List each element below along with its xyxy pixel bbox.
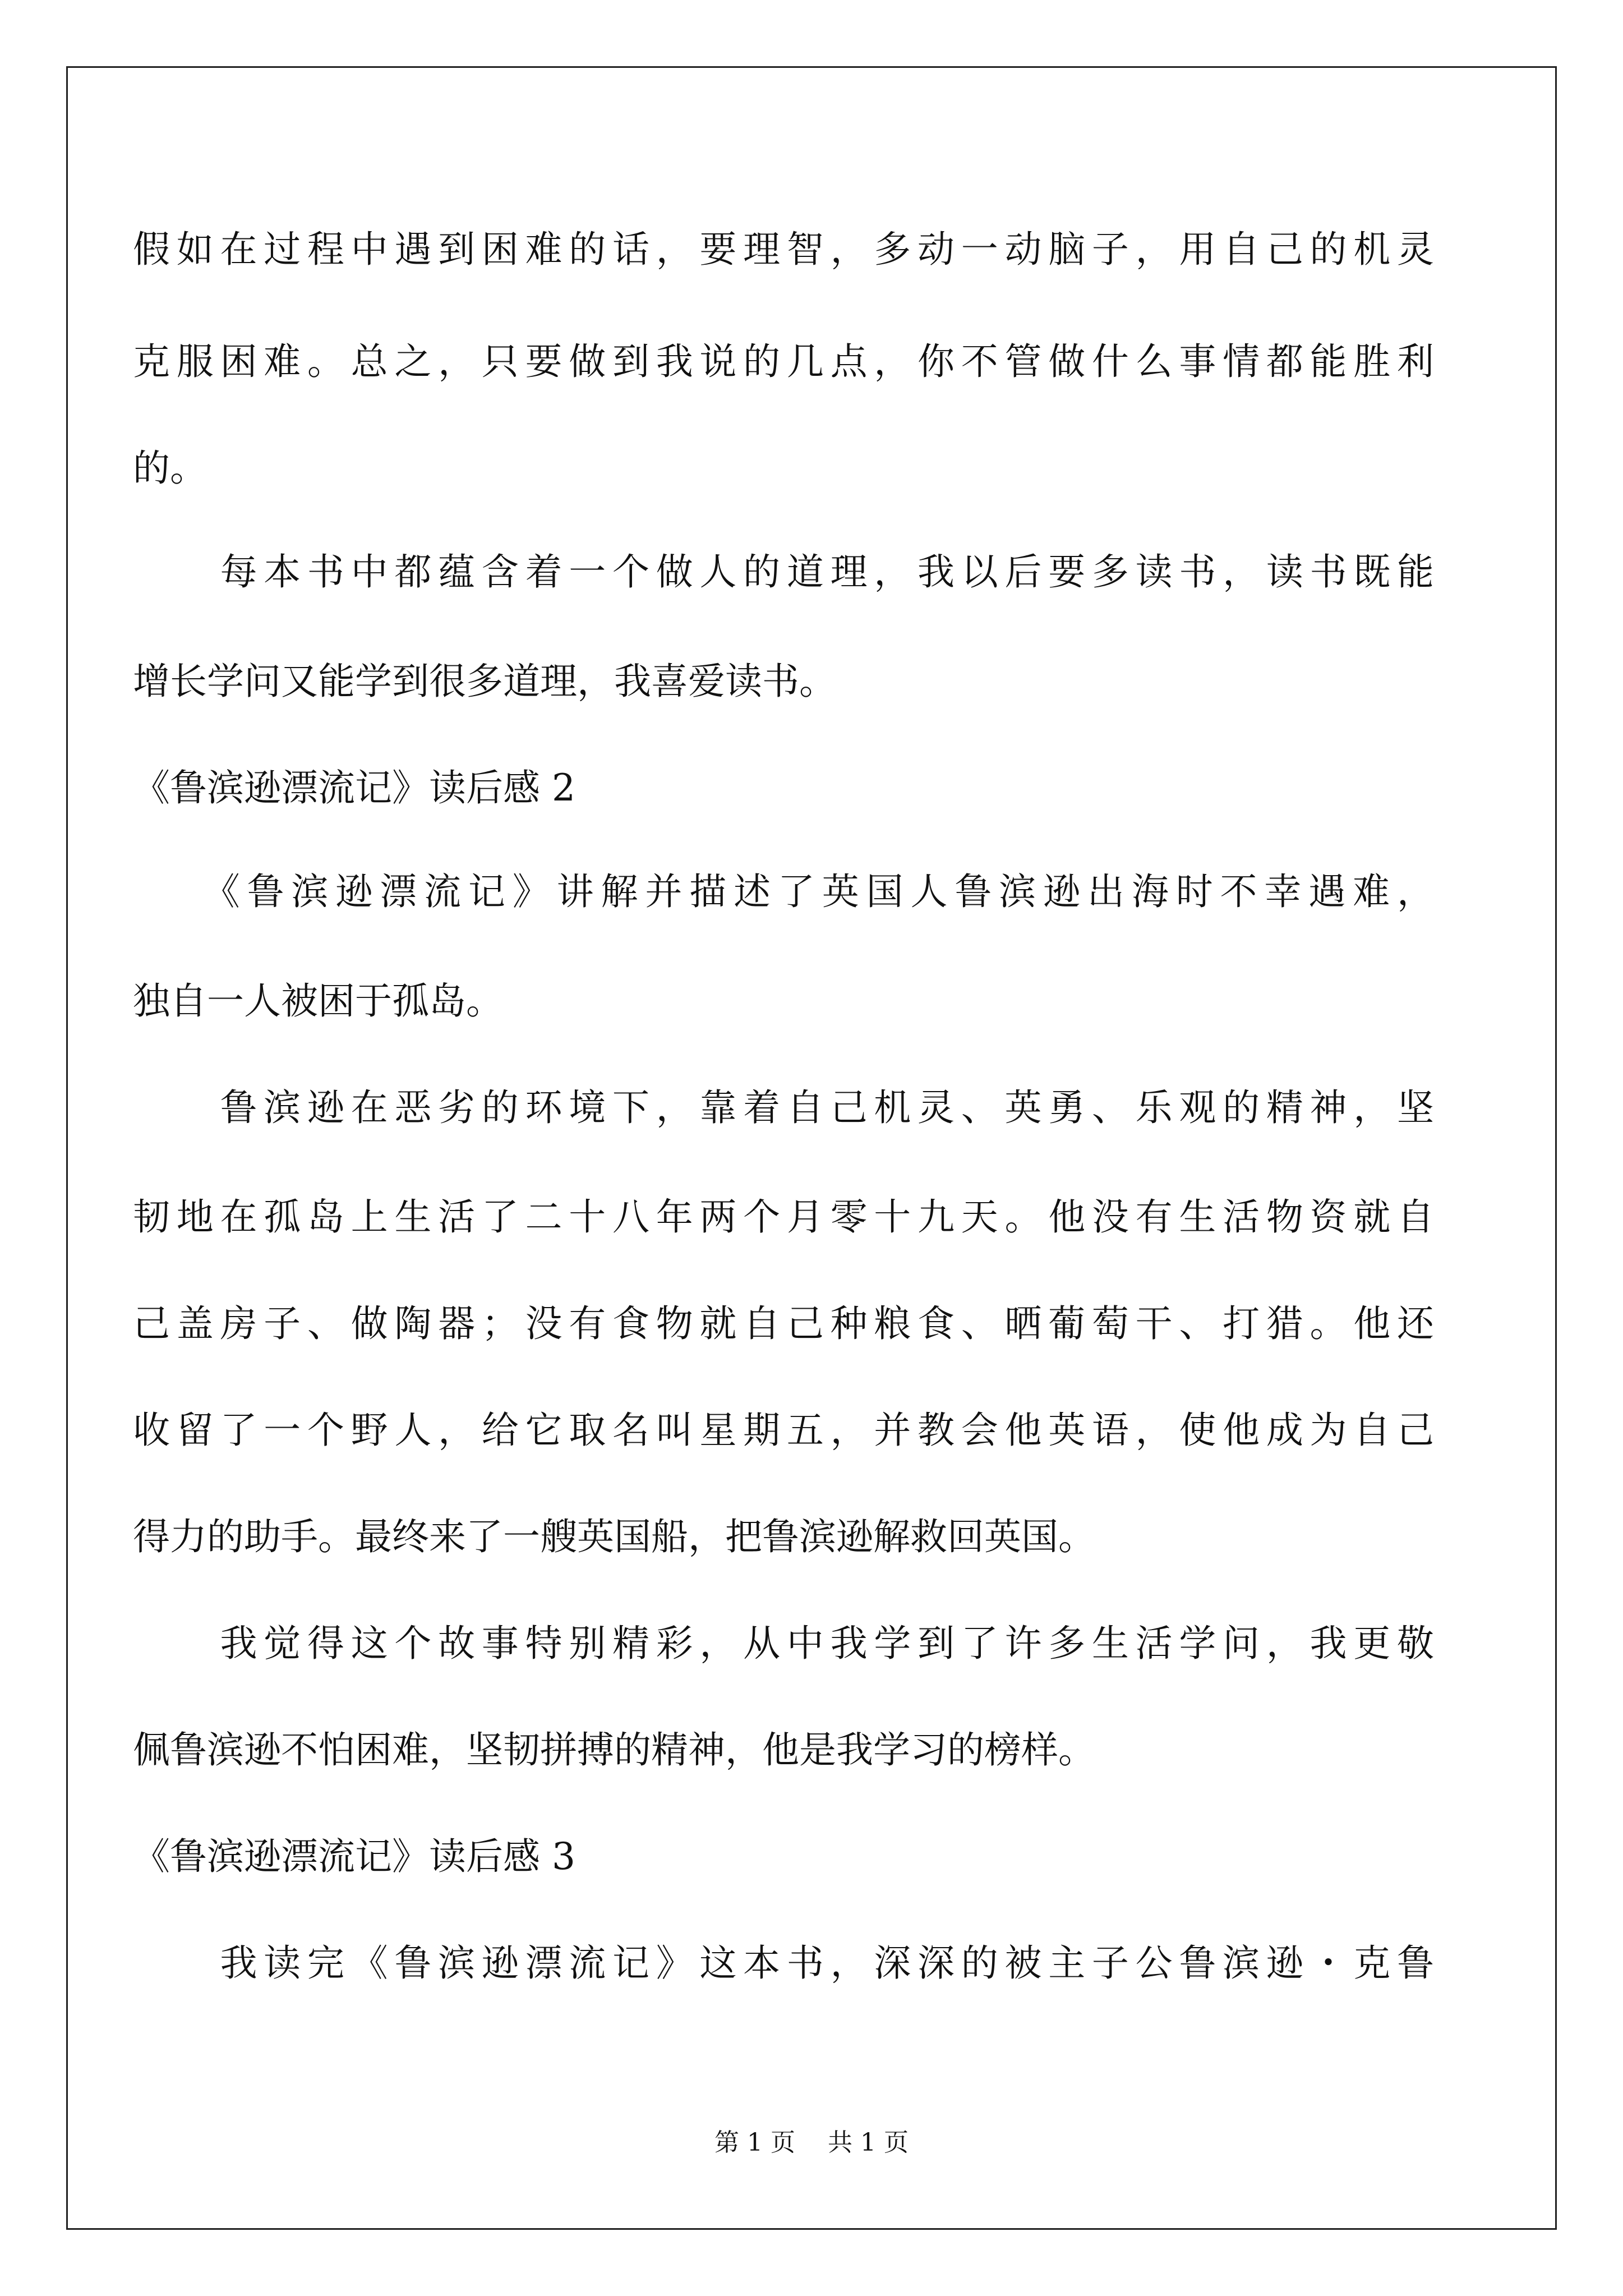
text-line: 我读完《鲁滨逊漂流记》这本书，深深的被主子公鲁滨逊・克鲁: [133, 1941, 1434, 1985]
page-border: [66, 66, 1557, 2230]
section-heading: 《鲁滨逊漂流记》读后感 3: [133, 1835, 575, 1878]
text-line: 的。: [133, 447, 207, 490]
text-line: 韧地在孤岛上生活了二十八年两个月零十九天。他没有生活物资就自: [133, 1195, 1434, 1239]
text-line: 《鲁滨逊漂流记》讲解并描述了英国人鲁滨逊出海时不幸遇难，: [133, 870, 1434, 913]
text-line: 佩鲁滨逊不怕困难，坚韧拼搏的精神，他是我学习的榜样。: [133, 1728, 1095, 1772]
text-line: 克服困难。总之，只要做到我说的几点，你不管做什么事情都能胜利: [133, 340, 1434, 383]
text-line: 独自一人被困于孤岛。: [133, 979, 503, 1023]
text-line: 假如在过程中遇到困难的话，要理智，多动一动脑子，用自己的机灵: [133, 228, 1434, 271]
text-line: 每本书中都蕴含着一个做人的道理，我以后要多读书，读书既能: [133, 550, 1434, 593]
section-heading: 《鲁滨逊漂流记》读后感 2: [133, 766, 575, 809]
text-line: 我觉得这个故事特别精彩，从中我学到了许多生活学问，我更敬: [133, 1622, 1434, 1665]
text-line: 己盖房子、做陶器；没有食物就自己种粮食、晒葡萄干、打猎。他还: [133, 1302, 1434, 1345]
text-line: 得力的助手。最终来了一艘英国船，把鲁滨逊解救回英国。: [133, 1515, 1095, 1558]
text-line: 增长学问又能学到很多道理，我喜爱读书。: [133, 660, 836, 703]
page-footer: 第 1 页 共 1 页: [714, 2128, 909, 2157]
text-line: 收留了一个野人，给它取名叫星期五，并教会他英语，使他成为自己: [133, 1409, 1434, 1452]
text-line: 鲁滨逊在恶劣的环境下，靠着自己机灵、英勇、乐观的精神，坚: [133, 1086, 1434, 1129]
